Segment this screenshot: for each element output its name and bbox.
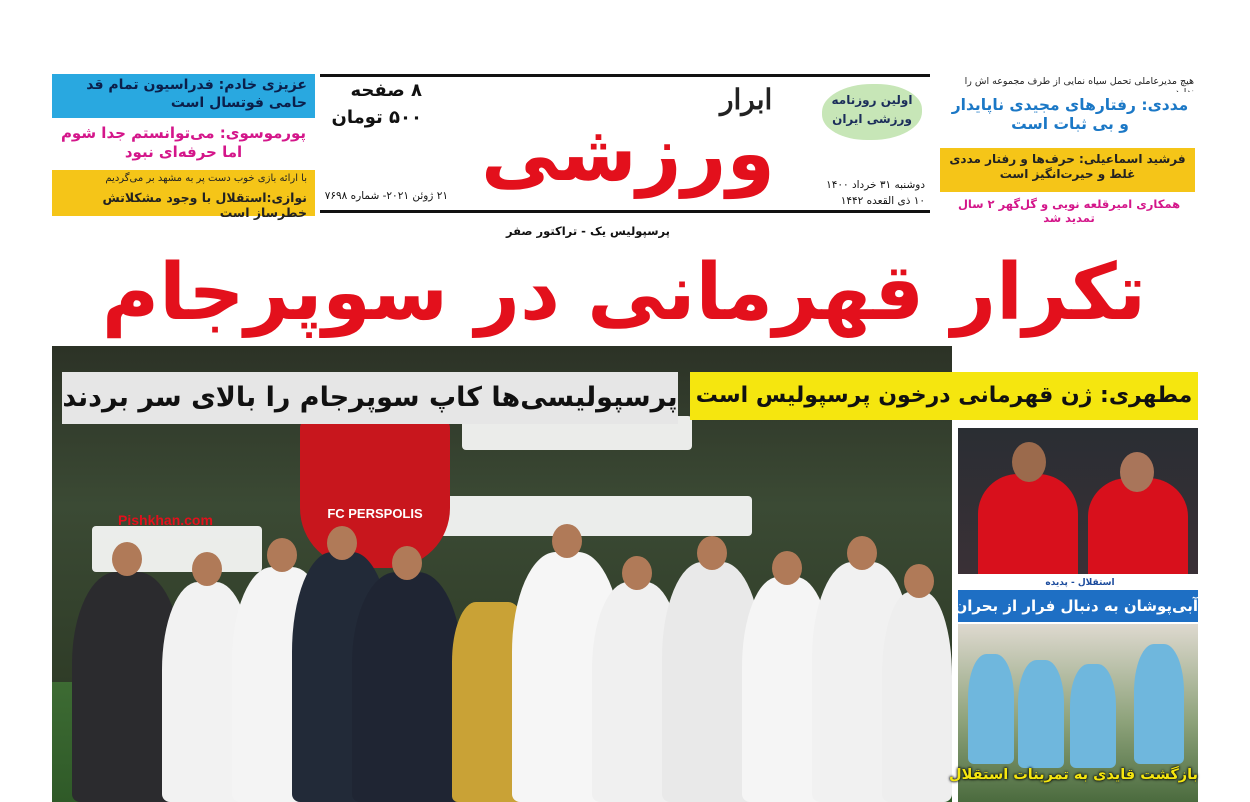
- top-rule: [320, 74, 930, 77]
- date-hijri: ۱۰ ذی القعده ۱۴۴۲: [840, 194, 925, 207]
- teaser-navazi: [52, 170, 315, 221]
- head: [1120, 452, 1154, 492]
- head: [772, 551, 802, 585]
- bottom-rule: [320, 210, 930, 213]
- page-count: ۸ صفحه: [350, 80, 422, 101]
- player-figure: [1134, 644, 1184, 764]
- sub-headline-motahari: مطهری: ژن قهرمانی درخون پرسپولیس است: [690, 372, 1198, 420]
- player-figure: [1018, 660, 1064, 768]
- head: [112, 542, 142, 576]
- sub-headline-trophy: پرسپولیسی‌ها کاپ سوپرجام را بالای سر بردند: [62, 372, 678, 424]
- perspolis-players-celebration-photo: [958, 428, 1198, 574]
- badge-line1: اولین روزنامه: [831, 93, 913, 107]
- player-figure: [882, 592, 952, 802]
- head: [392, 546, 422, 580]
- first-sports-paper-badge: [822, 84, 922, 140]
- teaser-azizi-khadem: عزیزی خادم: فدراسیون تمام قد حامی فوتسال است: [52, 74, 315, 118]
- ghayedi-caption: بازگشت قایدی به تمرینات استقلال: [949, 767, 1198, 783]
- head: [697, 536, 727, 570]
- badge-line2: ورزشی ایران: [832, 112, 912, 127]
- price-block: [322, 80, 422, 150]
- section-tag: استقلال - پدیده: [1042, 576, 1118, 590]
- logo-prefix: ابرار: [720, 83, 773, 116]
- price: ۵۰۰ تومان: [331, 106, 422, 128]
- newspaper-logo: ورزشی: [481, 109, 775, 199]
- esteghlal-headline: آبی‌پوشان به دنبال فرار از بحران: [958, 590, 1198, 622]
- teaser-pourmousavi: پورموسوی: می‌توانستم جدا شوم اما حرفه‌ای نبود: [52, 120, 315, 168]
- headline-kicker: پرسپولیس یک - تراکتور صفر: [505, 224, 670, 238]
- teaser-madadi: مددی: رفتارهای مجیدی ناپایدار و بی ثبات است: [940, 92, 1200, 148]
- head: [192, 552, 222, 586]
- perspolis-crest: [300, 418, 450, 568]
- issue-date: [820, 178, 925, 210]
- head: [622, 556, 652, 590]
- head: [904, 564, 934, 598]
- teaser-ceo-kicker: هیچ مدیرعاملی تحمل سیاه نمایی از طرف مجموعه اش را: [964, 76, 1194, 87]
- teaser-esmaili: فرشید اسماعیلی: حرف‌ها و رفتار مددی غلط و حیرت‌انگیز است: [940, 148, 1195, 192]
- main-headline: تکرار قهرمانی در سوپرجام: [101, 248, 1147, 338]
- head: [552, 524, 582, 558]
- head: [1012, 442, 1046, 482]
- player-figure: [978, 474, 1078, 574]
- watermark: Pishkhan.com: [118, 512, 213, 528]
- head: [847, 536, 877, 570]
- teaser-navazi-kicker: با ارائه بازی خوب دست پر به مشهد بر می‌گردیم: [105, 173, 307, 184]
- teaser-ghalenoei: همکاری امیرقلعه نویی و گل‌گهر ۲ سال تمدید شد: [940, 194, 1198, 216]
- teaser-navazi-headline: نوازی:استقلال با وجود مشکلاتش خطرساز است: [102, 189, 307, 221]
- official-figure: [352, 572, 462, 802]
- issue-date-number: ۲۱ ژوئن ۲۰۲۱- شماره ۷۶۹۸: [324, 190, 448, 202]
- player-figure: [1088, 478, 1188, 574]
- head: [267, 538, 297, 572]
- head: [327, 526, 357, 560]
- player-figure: [1070, 664, 1116, 768]
- date-persian: دوشنبه ۳۱ خرداد ۱۴۰۰: [826, 179, 925, 191]
- player-figure: [968, 654, 1014, 764]
- perspolis-crest-text: FC PERSPOLIS: [327, 506, 423, 521]
